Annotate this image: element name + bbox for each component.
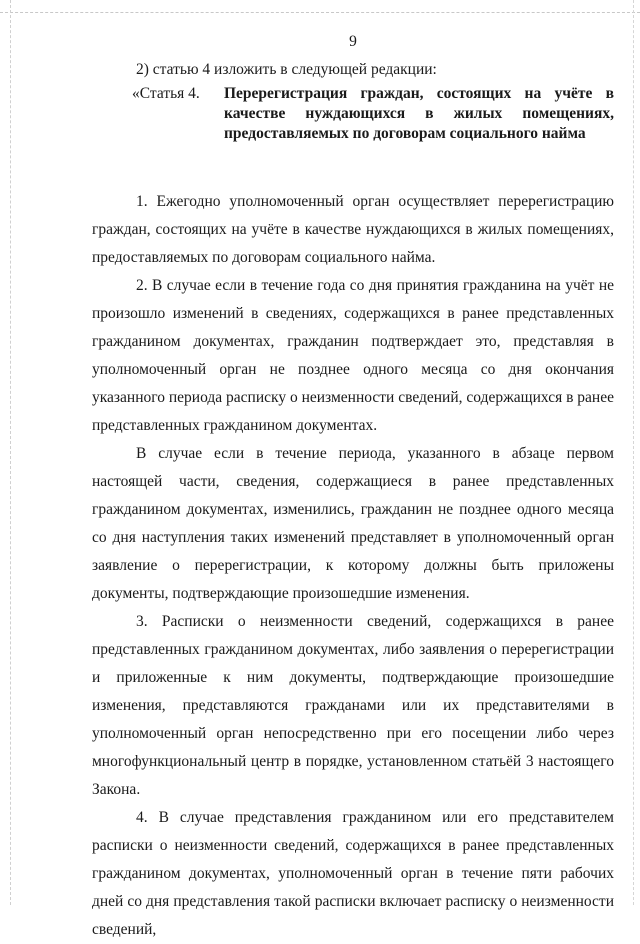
paragraph: 1. Ежегодно уполномоченный орган осуществляет перерегистрацию граждан, состоящих на учёте в качестве нуждающихся в жилых помещениях, предоставляемых по договорам социального найма. [92,193,614,266]
article-title: Перерегистрация граждан, состоящих на учёте в качестве нуждающихся в жилых помещениях, предоставляемых по договорам социального найма [224,85,614,142]
scan-edge-top [0,12,640,13]
paragraph: В случае если в течение периода, указанного в абзаце первом настоящей части, сведения, содержащиеся в ранее представленных гражданином документах, изменились, гражданин не позднее одного месяца со дня наступления таких изменений представляет в уполномоченный орган заявление о перерегистрации, к которому должны быть приложены документы, подтверждающие произошедшие изменения. [92,445,614,602]
paragraph: 3. Расписки о неизменности сведений, содержащихся в ранее представленных гражданином документах, либо заявления о перерегистрации и приложенные к ним документы, подтверждающие произошедшие изменения, представляются гражданами или их представителями в уполномоченный орган непосредственно при его посещении либо через многофункциональный центр в порядке, установленном статьёй 3 настоящего Закона. [92,613,614,798]
page-number: 9 [349,33,357,50]
spacer [92,144,614,188]
scan-edge-right [633,0,634,905]
scan-edge-left [10,0,11,905]
article-heading [92,84,614,144]
document-page [92,28,614,944]
paragraph: 4. В случае представления гражданином или его представителем расписки о неизменности сведений, содержащихся в ранее представленных гражданином документах, уполномоченный орган в течение пяти рабочих дней со дня представления такой расписки включает расписку о неизменности сведений, [92,809,614,938]
amendment-lead: 2) статью 4 изложить в следующей редакции: [136,61,437,78]
paragraph: 2. В случае если в течение года со дня принятия гражданина на учёт не произошло изменений в сведениях, содержащихся в ранее представленных гражданином документах, гражданин подтверждает это, представляя в уполномоченный орган не позднее одного месяца со дня окончания указанного периода расписку о неизменности сведений, содержащихся в ранее представленных гражданином документах. [92,277,614,434]
article-label: «Статья 4. [132,85,200,102]
